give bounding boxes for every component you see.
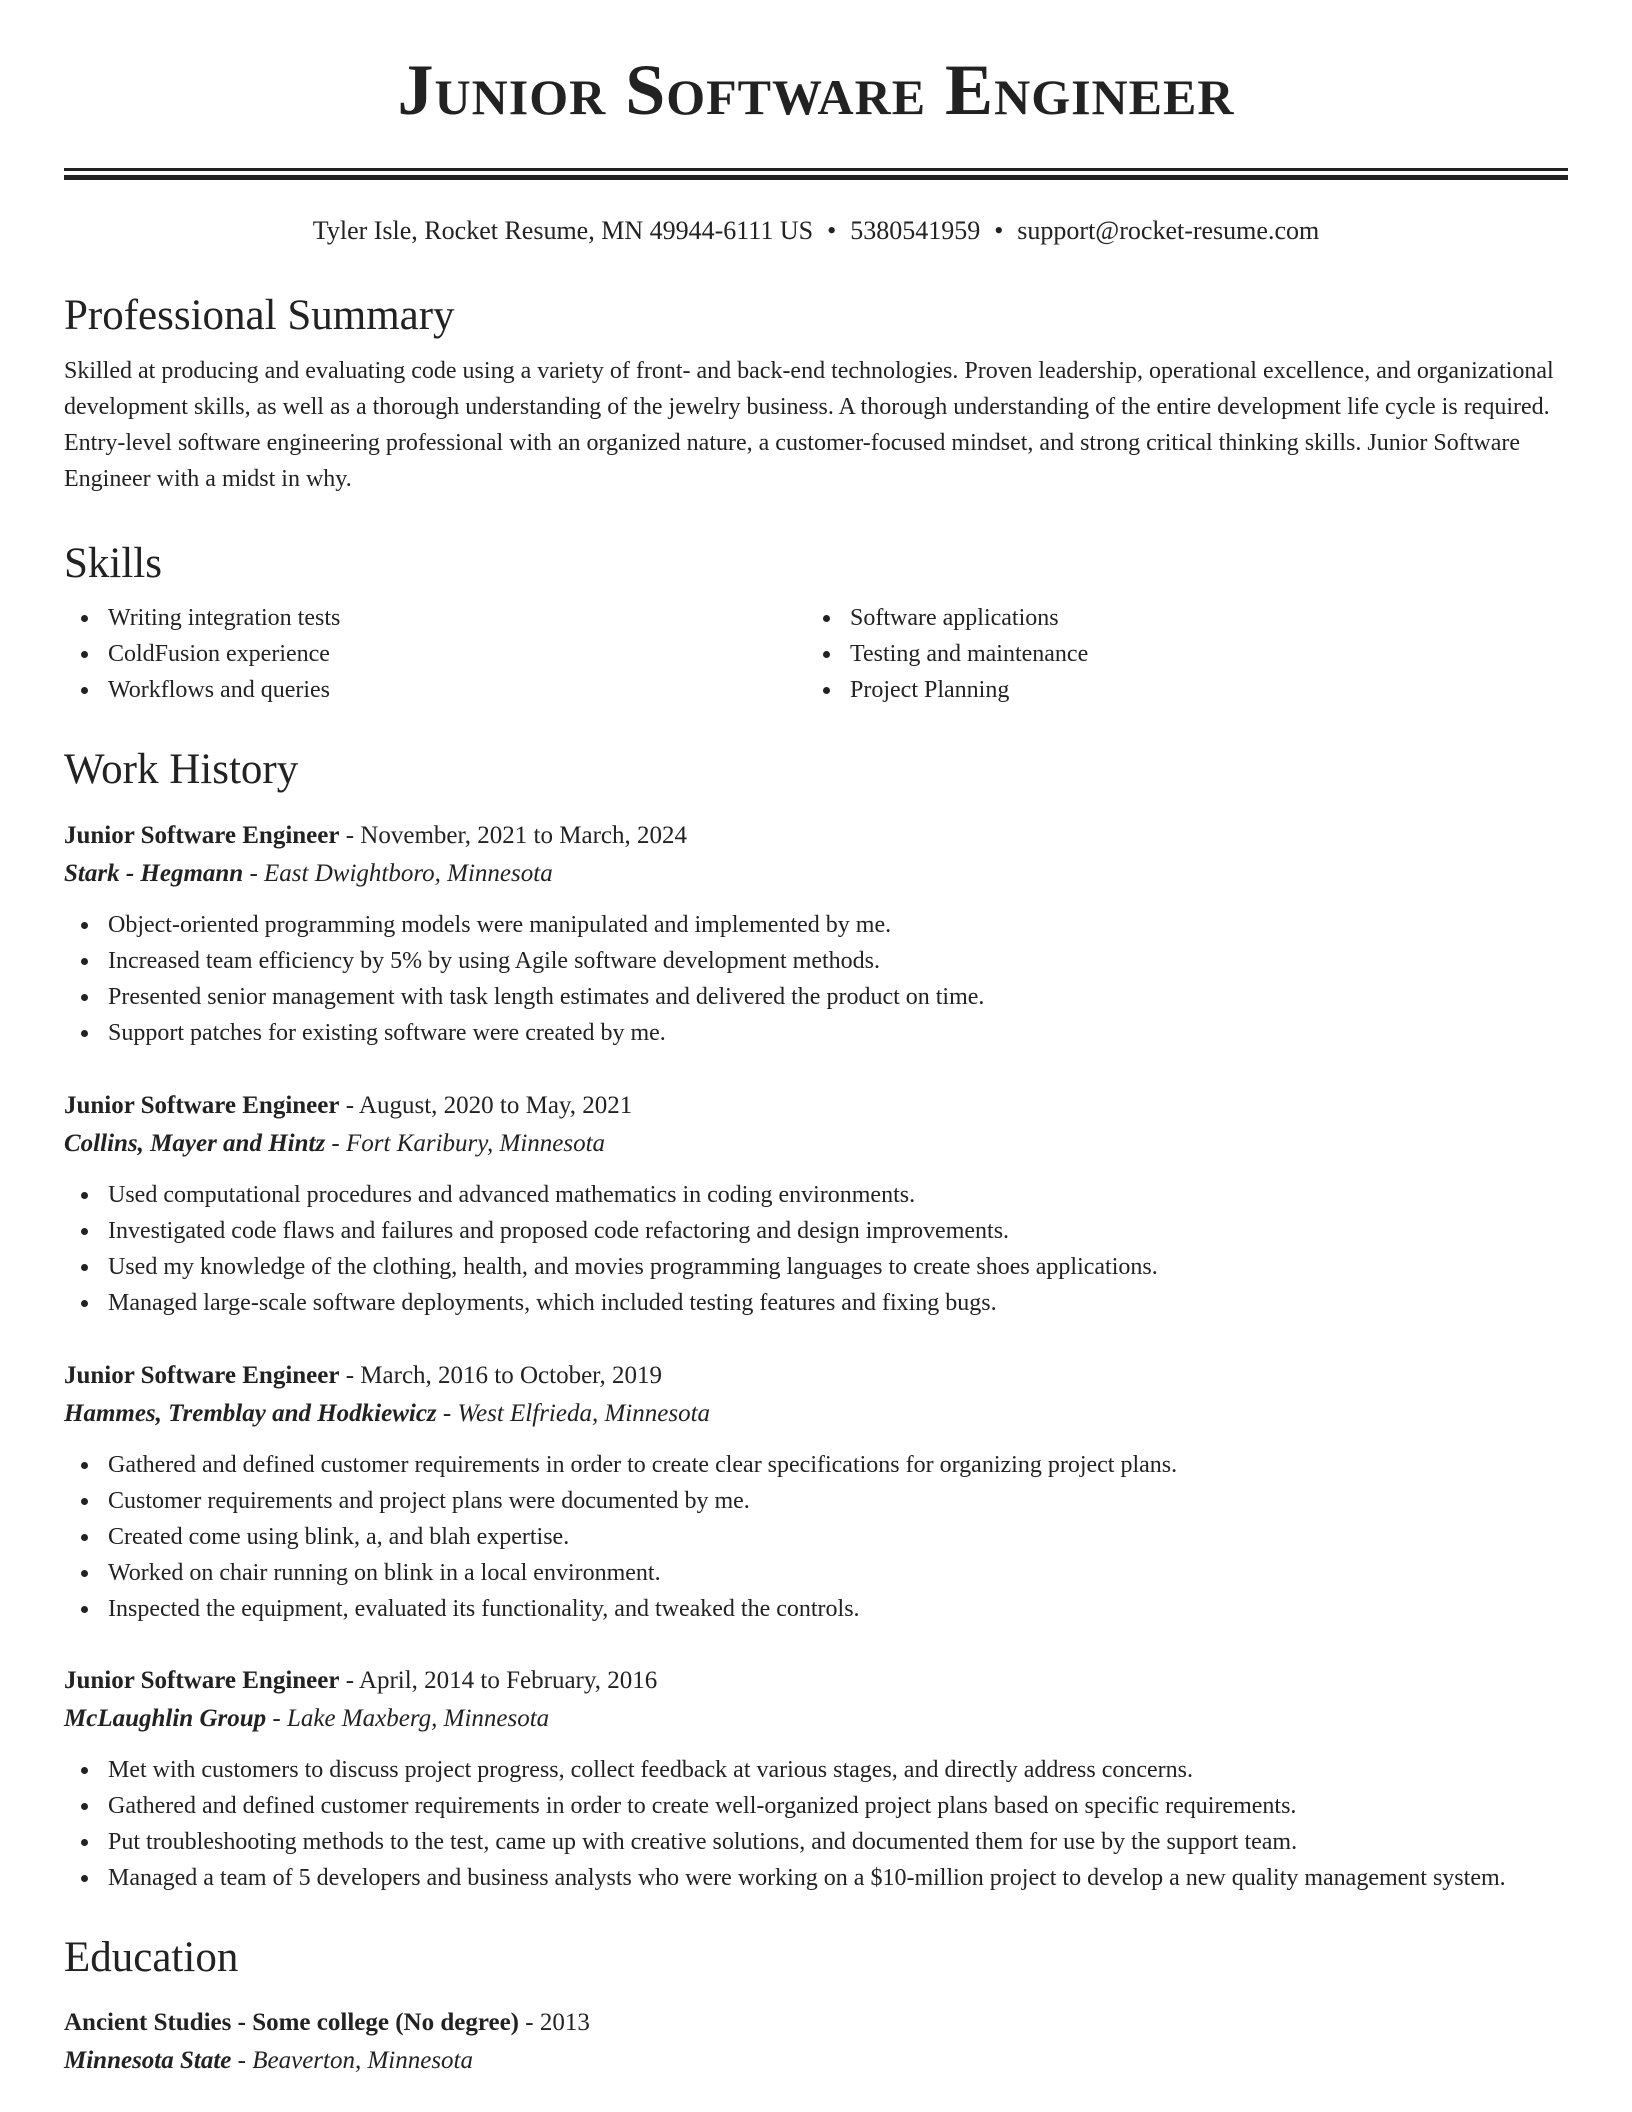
skill-item: ColdFusion experience bbox=[64, 636, 806, 672]
school-name: Minnesota State bbox=[64, 2047, 232, 2074]
school-location: - Beaverton, Minnesota bbox=[231, 2047, 474, 2074]
job-title: Junior Software Engineer bbox=[64, 1667, 340, 1694]
skills-list-left bbox=[64, 600, 806, 708]
job-title-line bbox=[64, 1357, 1568, 1395]
contact-address: Tyler Isle, Rocket Resume, MN 49944-6111 US bbox=[312, 216, 814, 245]
education-section bbox=[64, 1932, 1568, 2080]
employer-location: - East Dwightboro, Minnesota bbox=[243, 860, 553, 887]
employer-location: - Lake Maxberg, Minnesota bbox=[266, 1705, 550, 1732]
duty-item: Gathered and defined customer requirements in order to create well-organized project plans based on specific requirements. bbox=[64, 1788, 1568, 1824]
employer-line bbox=[64, 855, 1568, 893]
job-duties bbox=[64, 1447, 1568, 1627]
work-history-heading: Work History bbox=[64, 746, 299, 793]
employer-location: - Fort Karibury, Minnesota bbox=[325, 1130, 606, 1157]
contact-separator: • bbox=[994, 216, 1004, 245]
title-rule-thin bbox=[64, 168, 1568, 171]
skill-item: Workflows and queries bbox=[64, 672, 806, 708]
employer-line bbox=[64, 1700, 1568, 1738]
duty-item: Customer requirements and project plans were documented by me. bbox=[64, 1483, 1568, 1519]
job-duties bbox=[64, 907, 1568, 1051]
skills-heading: Skills bbox=[64, 540, 162, 587]
skills-list-right bbox=[806, 600, 1548, 708]
employer-location: - West Elfrieda, Minnesota bbox=[436, 1400, 711, 1427]
duty-item: Managed a team of 5 developers and business analysts who were working on a $10-million project to develop a new quality management system. bbox=[64, 1860, 1568, 1896]
job-dates: - March, 2016 to October, 2019 bbox=[339, 1362, 663, 1389]
title-rule-thick bbox=[64, 175, 1568, 180]
job-entry bbox=[64, 1087, 1568, 1321]
degree-line bbox=[64, 2004, 1568, 2042]
skill-item: Project Planning bbox=[806, 672, 1548, 708]
duty-item: Worked on chair running on blink in a local environment. bbox=[64, 1555, 1568, 1591]
duty-item: Created come using blink, a, and blah expertise. bbox=[64, 1519, 1568, 1555]
duty-item: Inspected the equipment, evaluated its functionality, and tweaked the controls. bbox=[64, 1591, 1568, 1627]
duty-item: Support patches for existing software were created by me. bbox=[64, 1015, 1568, 1051]
job-dates: - November, 2021 to March, 2024 bbox=[339, 822, 688, 849]
job-dates: - August, 2020 to May, 2021 bbox=[339, 1092, 633, 1119]
school-line bbox=[64, 2042, 1568, 2080]
job-entry bbox=[64, 1357, 1568, 1627]
job-entry bbox=[64, 817, 1568, 1051]
work-history-heading-block bbox=[64, 744, 1568, 796]
job-title: Junior Software Engineer bbox=[64, 1362, 340, 1389]
job-duties bbox=[64, 1752, 1568, 1896]
skill-item: Writing integration tests bbox=[64, 600, 806, 636]
employer-name: Hammes, Tremblay and Hodkiewicz bbox=[64, 1400, 437, 1427]
duty-item: Presented senior management with task length estimates and delivered the product on time. bbox=[64, 979, 1568, 1015]
job-title: Junior Software Engineer bbox=[64, 1092, 340, 1119]
job-dates: - April, 2014 to February, 2016 bbox=[339, 1667, 658, 1694]
contact-phone: 5380541959 bbox=[850, 216, 981, 245]
skills-section bbox=[64, 538, 1568, 708]
duty-item: Put troubleshooting methods to the test, came up with creative solutions, and documented them for use by the support team. bbox=[64, 1824, 1568, 1860]
duty-item: Managed large-scale software deployments, which included testing features and fixing bugs. bbox=[64, 1285, 1568, 1321]
duty-item: Increased team efficiency by 5% by using Agile software development methods. bbox=[64, 943, 1568, 979]
skill-item: Testing and maintenance bbox=[806, 636, 1548, 672]
duty-item: Investigated code flaws and failures and proposed code refactoring and design improvements. bbox=[64, 1213, 1568, 1249]
duty-item: Object-oriented programming models were manipulated and implemented by me. bbox=[64, 907, 1568, 943]
job-title: Junior Software Engineer bbox=[64, 822, 340, 849]
job-title-line bbox=[64, 1087, 1568, 1125]
contact-separator: • bbox=[827, 216, 837, 245]
duty-item: Used computational procedures and advanced mathematics in coding environments. bbox=[64, 1177, 1568, 1213]
job-entry bbox=[64, 1662, 1568, 1896]
duty-item: Met with customers to discuss project progress, collect feedback at various stages, and directly address concerns. bbox=[64, 1752, 1568, 1788]
contact-line bbox=[0, 214, 1632, 248]
duty-item: Gathered and defined customer requirements in order to create clear specifications for organizing project plans. bbox=[64, 1447, 1568, 1483]
duty-item: Used my knowledge of the clothing, health, and movies programming languages to create shoes applications. bbox=[64, 1249, 1568, 1285]
education-heading: Education bbox=[64, 1934, 239, 1981]
employer-name: McLaughlin Group bbox=[64, 1705, 267, 1732]
employer-line bbox=[64, 1395, 1568, 1433]
summary-text: Skilled at producing and evaluating code using a variety of front- and back-end technologies. Proven leadership, operational excellence, and organizational development skills, as well as a thorough understanding of the jewelry business. A thorough understanding of the entire development life cycle is required. Entry-level software engineering professional with an organized nature, a customer-focused mindset, and strong critical thinking skills. Junior Software Engineer with a midst in why. bbox=[64, 358, 1554, 492]
skills-columns bbox=[64, 600, 1568, 708]
skill-item: Software applications bbox=[806, 600, 1548, 636]
contact-email: support@rocket-resume.com bbox=[1017, 216, 1320, 245]
employer-name: Collins, Mayer and Hintz bbox=[64, 1130, 326, 1157]
summary-heading: Professional Summary bbox=[64, 292, 455, 339]
job-title-line bbox=[64, 817, 1568, 855]
degree-name: Ancient Studies - Some college (No degree) bbox=[64, 2009, 520, 2036]
employer-name: Stark - Hegmann bbox=[64, 860, 244, 887]
job-duties bbox=[64, 1177, 1568, 1321]
degree-year: - 2013 bbox=[519, 2009, 590, 2036]
job-title-line bbox=[64, 1662, 1568, 1700]
summary-section bbox=[64, 290, 1568, 497]
resume-title: Junior Software Engineer bbox=[397, 50, 1235, 130]
employer-line bbox=[64, 1125, 1568, 1163]
